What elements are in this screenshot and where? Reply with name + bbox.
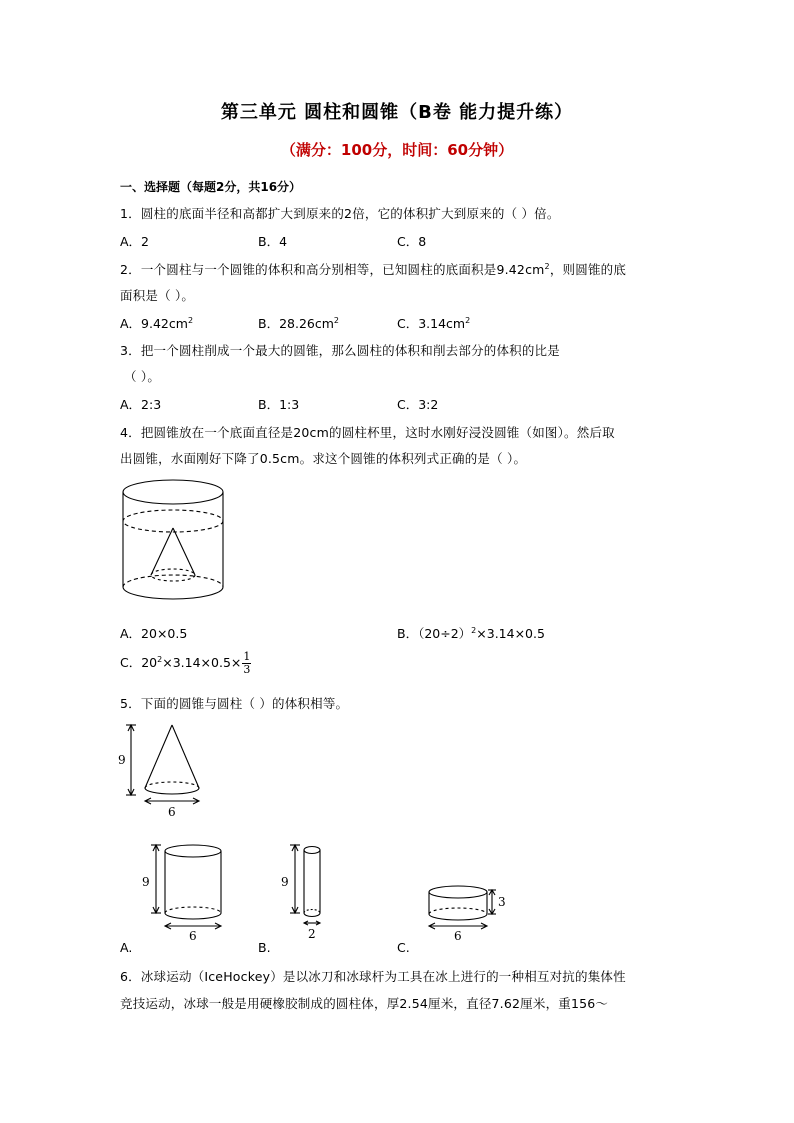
- question-5-option-b[interactable]: B.: [258, 940, 271, 955]
- fraction-one-third: [242, 651, 251, 676]
- question-4-option-c-b: ×3.14×0.5×: [162, 655, 242, 670]
- question-2-option-c[interactable]: [397, 314, 470, 332]
- question-2-option-a[interactable]: [120, 314, 193, 332]
- cone-right-edge: [173, 528, 195, 575]
- cone-left-edge: [151, 528, 173, 575]
- cylinder-b-diameter-label: 2: [308, 927, 316, 941]
- cone-right-slant: [172, 725, 199, 788]
- question-4-line-2: 出圆锥，水面刚好下降了0.5cm。求这个圆锥的体积列式正确的是（ ）。: [120, 451, 527, 466]
- question-3-option-b[interactable]: B．1:3: [258, 397, 300, 412]
- question-2-line-1: [120, 260, 626, 278]
- question-2-line-1-a: 2．一个圆柱与一个圆锥的体积和高分别相等，已知圆柱的底面积是9.42cm: [120, 262, 545, 277]
- question-6-line-1: 6．冰球运动（IceHockey）是以冰刀和冰球杆为工具在冰上进行的一种相互对抗的集体性: [120, 969, 626, 984]
- question-4-option-b[interactable]: [397, 624, 545, 642]
- page-title: 第三单元 圆柱和圆锥（B卷 能力提升练）: [220, 102, 574, 123]
- section-heading: 一、选择题（每题2分，共16分）: [120, 180, 302, 194]
- cylinder-a-top: [165, 845, 221, 857]
- cylinder-a-figure: [142, 840, 268, 943]
- cylinder-c-bottom-front: [429, 914, 487, 920]
- question-2-line-1-b: ，则圆锥的底: [549, 262, 627, 277]
- question-2-option-b-text: B．28.26cm: [258, 316, 334, 331]
- question-3-option-a[interactable]: A．2:3: [120, 397, 162, 412]
- cylinder-a-height-label: 9: [142, 875, 150, 889]
- question-5-text: 5．下面的圆锥与圆柱（ ）的体积相等。: [120, 696, 349, 711]
- cylinder-c-figure: [420, 840, 530, 943]
- question-5-option-c[interactable]: C.: [397, 940, 410, 955]
- fraction-denominator: 3: [243, 663, 251, 676]
- cylinder-cup-with-cone-figure: [118, 472, 228, 602]
- question-4-option-c-sup: 2: [157, 655, 163, 664]
- question-2-option-c-text: C．3.14cm: [397, 316, 466, 331]
- cone-base-back: [145, 782, 199, 788]
- question-2-line-2: 面积是（ ）。: [120, 288, 195, 303]
- cylinder-c-top: [429, 886, 487, 898]
- cylinder-b-top: [304, 847, 320, 854]
- question-5-option-a[interactable]: A.: [120, 940, 133, 955]
- question-4-option-a[interactable]: A．20×0.5: [120, 626, 188, 641]
- cylinder-b-bottom-back: [304, 910, 320, 914]
- question-1-option-c[interactable]: C．8: [397, 234, 427, 249]
- cylinder-c-diameter-label: 6: [454, 929, 462, 943]
- question-4-option-b-sup: 2: [471, 626, 477, 635]
- cone-base-front: [145, 788, 199, 794]
- question-2-option-b[interactable]: [258, 314, 339, 332]
- fraction-numerator: 1: [243, 650, 251, 663]
- question-2-option-c-sup: 2: [465, 316, 471, 325]
- cone-left-slant: [145, 725, 172, 788]
- question-3-line-1: 3．把一个圆柱削成一个最大的圆锥，那么圆柱的体积和削去部分的体积的比是: [120, 343, 560, 358]
- cylinder-a-bottom-front: [165, 913, 221, 919]
- page-subtitle: （满分：100分，时间：60分钟）: [280, 141, 514, 159]
- cylinder-c-bottom-back: [429, 908, 487, 914]
- question-2-option-b-sup: 2: [333, 316, 340, 325]
- cylinder-b-bottom-front: [304, 913, 320, 917]
- cylinder-c-height-label: 3: [498, 895, 506, 909]
- question-1-text: 1．圆柱的底面半径和高都扩大到原来的2倍，它的体积扩大到原来的（ ）倍。: [120, 206, 560, 221]
- cup-bottom-front: [123, 587, 223, 599]
- question-2-line-1-sup: 2: [544, 262, 550, 271]
- reference-cone-figure: [118, 718, 228, 818]
- question-1-option-a[interactable]: A．2: [120, 234, 150, 249]
- question-3-line-2: （ ）。: [124, 369, 161, 384]
- cylinder-a-diameter-label: 6: [189, 929, 197, 943]
- question-2-option-a-sup: 2: [187, 316, 194, 325]
- question-4-option-b-b: ×3.14×0.5: [476, 626, 545, 641]
- cylinder-a-bottom-back: [165, 907, 221, 913]
- question-4-option-b-a: B．（20÷2）: [397, 626, 472, 641]
- cone-diameter-label: 6: [168, 805, 176, 819]
- question-4-line-1: 4．把圆锥放在一个底面直径是20cm的圆柱杯里，这时水刚好浸没圆锥（如图）。然后取: [120, 425, 615, 440]
- question-1-option-b[interactable]: B．4: [258, 234, 288, 249]
- question-2-option-a-text: A．9.42cm: [120, 316, 188, 331]
- cylinder-b-height-label: 9: [281, 875, 289, 889]
- question-3-option-c[interactable]: C．3:2: [397, 397, 439, 412]
- question-4-option-c-a: C．20: [120, 655, 158, 670]
- cup-top-rim: [123, 480, 223, 504]
- question-6-line-2: 竞技运动，冰球一般是用硬橡胶制成的圆柱体，厚2.54厘米，直径7.62厘米，重156～: [120, 996, 609, 1011]
- cup-bottom-back: [123, 575, 223, 587]
- cone-base: [151, 569, 195, 581]
- question-4-option-c[interactable]: [120, 651, 251, 676]
- cylinder-b-figure: [281, 840, 346, 941]
- cone-height-label: 9: [118, 753, 126, 767]
